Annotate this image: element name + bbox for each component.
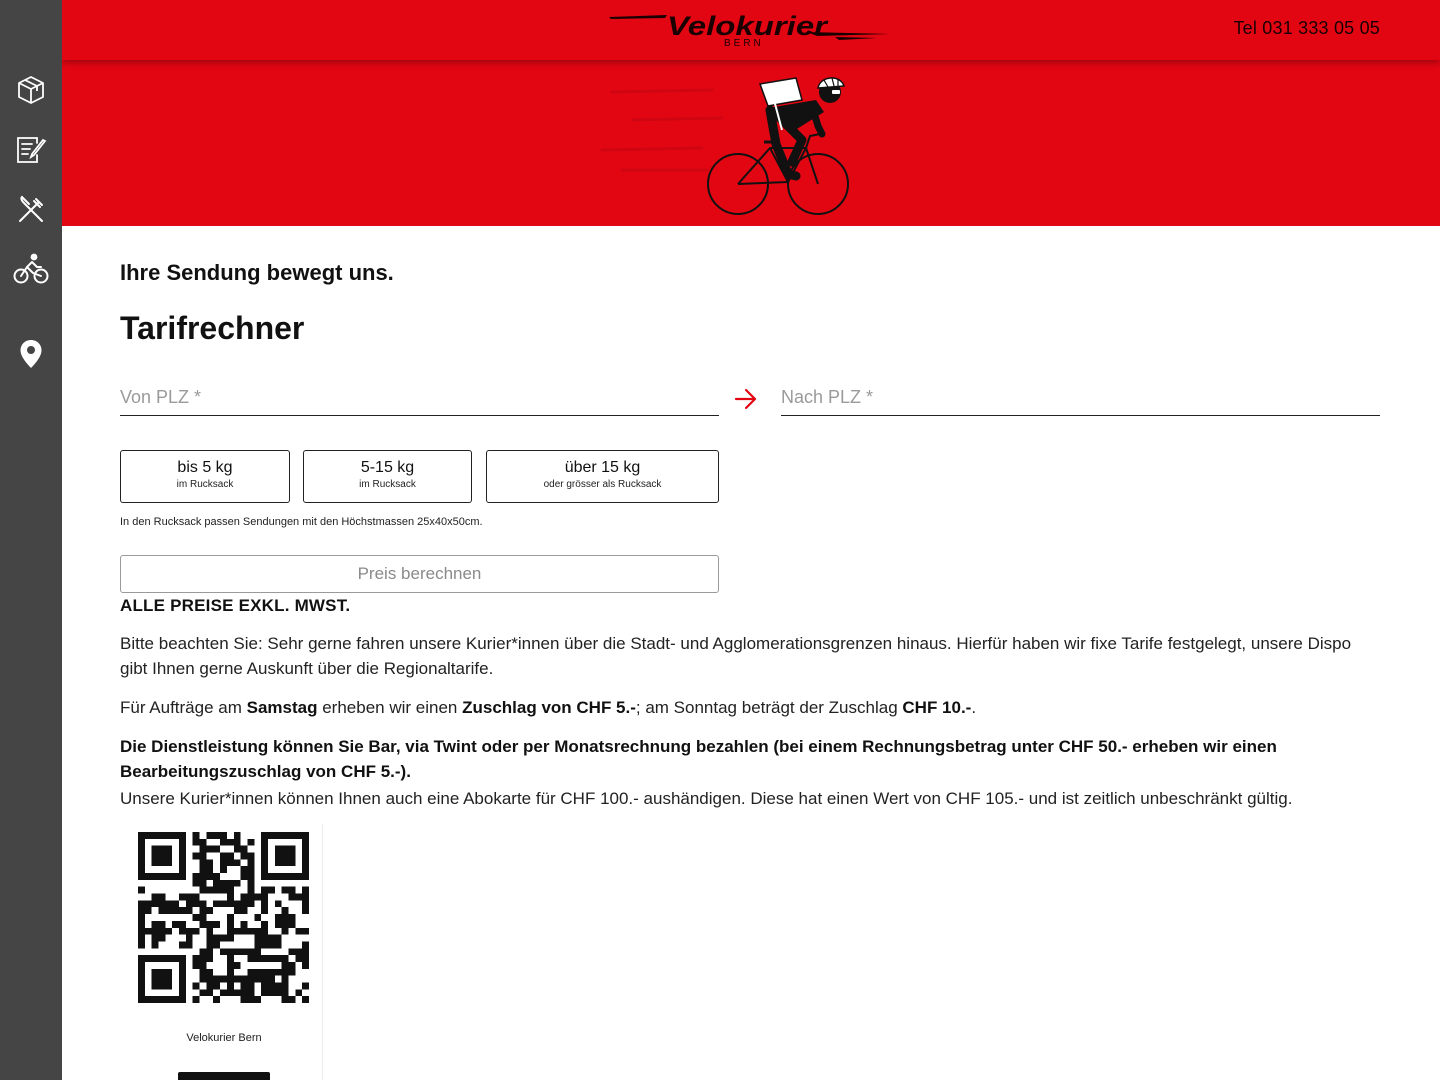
location-pin-icon	[19, 339, 43, 369]
from-plz-field	[120, 380, 719, 416]
qr-finder-center	[152, 969, 173, 990]
page-title: Tarifrechner	[120, 310, 305, 346]
weekend-surcharge-note	[120, 695, 1380, 720]
weight-option-5-15kg[interactable]	[303, 450, 472, 503]
to-plz-input[interactable]	[781, 380, 1380, 414]
weight-option-label: über 15 kg	[564, 459, 641, 476]
cyclist-illustration	[592, 70, 912, 220]
sidebar-item-order-form[interactable]	[0, 124, 62, 176]
qr-label: Velokurier Bern	[186, 1032, 262, 1044]
header-bar	[62, 0, 1440, 60]
phone-number[interactable]: Tel 031 333 05 05	[1233, 18, 1380, 38]
qr-finder-center	[275, 846, 296, 867]
sidebar-item-package[interactable]	[0, 64, 62, 116]
surcharge-text: erheben wir einen	[317, 698, 463, 717]
arrow-right-icon	[734, 388, 758, 410]
surcharge-sunday-amount: CHF 10.-	[902, 698, 972, 717]
weight-option-sublabel: oder grösser als Rucksack	[543, 479, 662, 490]
sidebar-item-courier[interactable]	[0, 243, 62, 295]
header	[62, 0, 1440, 226]
weight-option-over-15kg[interactable]	[486, 450, 719, 503]
twint-qr-card	[120, 824, 323, 1080]
rucksack-size-note: In den Rucksack passen Sendungen mit den Höchstmassen 25x40x50cm.	[120, 516, 483, 528]
twint-logo-bar	[178, 1072, 270, 1080]
edit-document-icon	[15, 135, 47, 165]
from-plz-input[interactable]	[120, 380, 719, 414]
weight-option-sublabel: im Rucksack	[176, 479, 234, 490]
sidebar-item-location[interactable]	[0, 328, 62, 380]
logo-subtitle: BERN	[724, 38, 764, 49]
velokurier-logo[interactable]	[607, 10, 892, 50]
vat-note: ALLE PREISE EXKL. MWST.	[120, 596, 351, 615]
weight-option-label: 5-15 kg	[360, 459, 415, 476]
abo-card-note: Unsere Kurier*innen können Ihnen auch eine Abokarte für CHF 100.- aushändigen. Diese hat einen Wert von CHF 105.- und ist zeitlich unbeschränkt gültig.	[120, 789, 1293, 808]
fork-knife-icon	[16, 195, 46, 225]
qr-code	[138, 832, 309, 1003]
surcharge-text: ; am Sonntag beträgt der Zuschlag	[635, 698, 903, 717]
surcharge-text: .	[971, 698, 977, 717]
weight-option-sublabel: im Rucksack	[359, 479, 416, 490]
weight-option-label: bis 5 kg	[177, 459, 233, 476]
package-icon	[16, 75, 46, 105]
bicycle-icon	[13, 253, 49, 285]
to-plz-field	[781, 380, 1380, 416]
surcharge-saturday-amount: Zuschlag von CHF 5.-	[462, 698, 636, 717]
surcharge-saturday: Samstag	[246, 698, 318, 717]
regional-tariff-note: Bitte beachten Sie: Sehr gerne fahren unsere Kurier*innen über die Stadt- und Agglomerationsgrenzen hinaus. Hierfür haben wir fixe Tarife festgelegt, unsere Dispo gibt Ihnen gerne Auskunft über die Regionaltarife.	[120, 634, 1352, 678]
surcharge-text: Für Aufträge am	[120, 698, 247, 717]
qr-finder-center	[152, 846, 173, 867]
slogan: Ihre Sendung bewegt uns.	[120, 260, 394, 285]
weight-option-up-to-5kg[interactable]	[120, 450, 290, 503]
calculate-price-button[interactable]: Preis berechnen	[120, 555, 719, 593]
payment-note: Die Dienstleistung können Sie Bar, via Twint oder per Monatsrechnung bezahlen (bei einem Rechnungsbetrag unter CHF 50.- erheben wir einen Bearbeitungszuschlag von CHF 5.-).	[120, 737, 1277, 781]
sidebar	[0, 0, 62, 1080]
sidebar-item-food[interactable]	[0, 184, 62, 236]
logo-wordmark: Velokurier	[667, 11, 829, 41]
